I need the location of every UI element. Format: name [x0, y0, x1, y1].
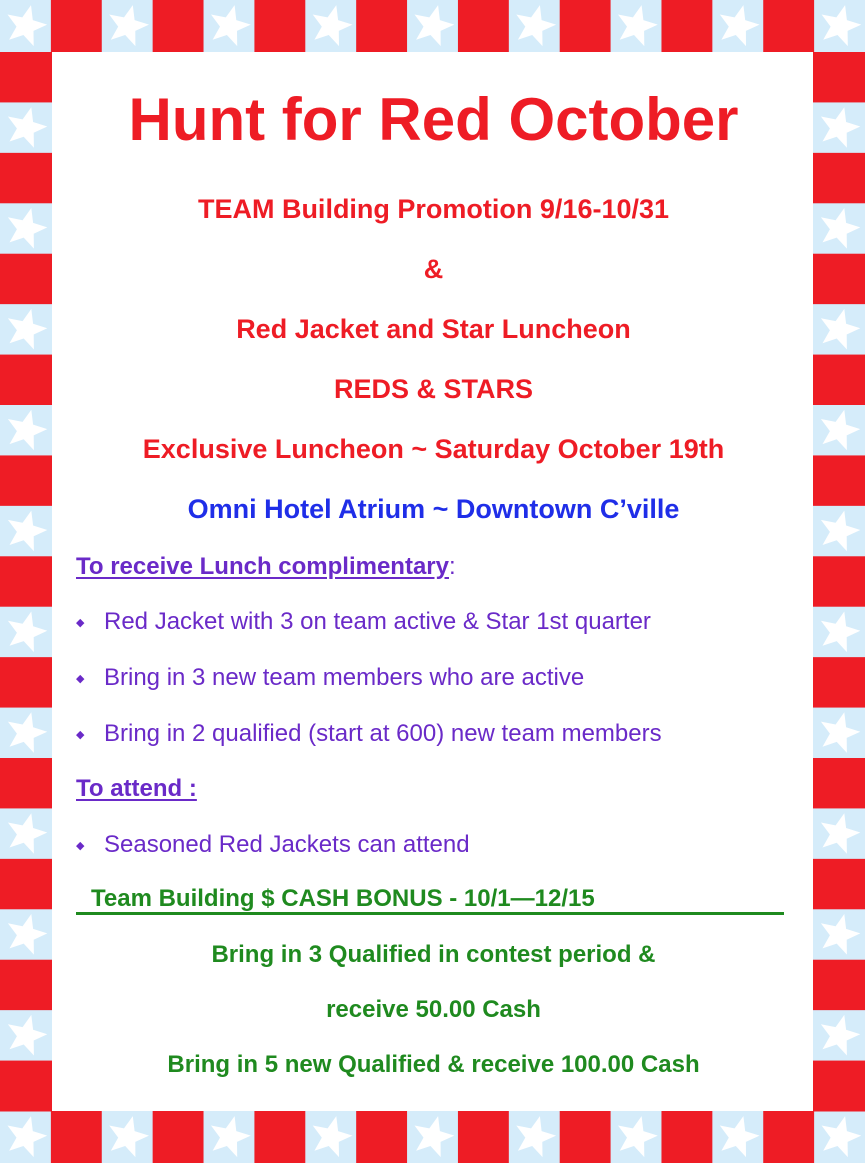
border-red-tile — [254, 1111, 305, 1163]
venue-line: Omni Hotel Atrium ~ Downtown C’ville — [187, 494, 680, 524]
border-red-tile — [813, 254, 865, 305]
border-red-tile — [0, 1061, 52, 1112]
bullet-diamond-icon: ◆ — [76, 673, 85, 686]
attend-heading — [76, 775, 197, 803]
border-red-tile — [458, 1111, 509, 1163]
ampersand-line: & — [423, 254, 444, 284]
border-red-tile — [0, 758, 52, 809]
bonus-line: Bring in 3 Qualified in contest period & — [211, 941, 656, 968]
receive-heading-text: To receive Lunch complimentary — [76, 553, 449, 580]
border-red-tile — [813, 758, 865, 809]
border-red-tile — [458, 0, 509, 52]
border-red-tile — [813, 52, 865, 103]
border-red-tile — [661, 0, 712, 52]
list-item — [76, 608, 651, 636]
flyer-title: Hunt for Red October — [128, 86, 739, 153]
border-red-tile — [0, 556, 52, 607]
bullet-diamond-icon: ◆ — [76, 840, 85, 853]
border-red-tile — [153, 0, 204, 52]
border-red-tile — [661, 1111, 712, 1163]
luncheon-line: Red Jacket and Star Luncheon — [236, 314, 631, 344]
receive-lunch-heading — [76, 553, 456, 581]
border-red-tile — [560, 0, 611, 52]
border-red-tile — [560, 1111, 611, 1163]
border-red-tile — [254, 0, 305, 52]
border-red-tile — [0, 254, 52, 305]
cash-bonus-heading: Team Building $ CASH BONUS - 10/1—12/15 — [76, 885, 784, 915]
border-red-tile — [813, 657, 865, 708]
border-red-tile — [763, 1111, 814, 1163]
reds-stars-line: REDS & STARS — [333, 374, 534, 404]
promotion-line: TEAM Building Promotion 9/16-10/31 — [197, 194, 670, 224]
border-red-tile — [813, 455, 865, 506]
list-item — [76, 664, 584, 692]
border-red-tile — [356, 0, 407, 52]
list-item-text: Seasoned Red Jackets can attend — [104, 831, 470, 858]
border-red-tile — [813, 355, 865, 406]
attend-heading-text: To attend : — [76, 775, 197, 802]
border-red-tile — [51, 0, 102, 52]
exclusive-luncheon-date: Exclusive Luncheon ~ Saturday October 19th — [142, 434, 725, 464]
border-red-tile — [51, 1111, 102, 1163]
list-item — [76, 831, 470, 859]
list-item — [76, 720, 662, 748]
border-red-tile — [0, 960, 52, 1011]
list-item-text: Red Jacket with 3 on team active & Star 1st quarter — [104, 608, 651, 635]
border-red-tile — [813, 960, 865, 1011]
border-red-tile — [0, 52, 52, 103]
bonus-line: Bring in 5 new Qualified & receive 100.00 Cash — [167, 1051, 700, 1078]
border-red-tile — [813, 1061, 865, 1112]
list-item-text: Bring in 2 qualified (start at 600) new team members — [104, 720, 662, 747]
border-red-tile — [813, 556, 865, 607]
border-red-tile — [356, 1111, 407, 1163]
border-red-tile — [0, 455, 52, 506]
border-red-tile — [813, 153, 865, 204]
border-red-tile — [0, 657, 52, 708]
border-red-tile — [0, 859, 52, 910]
flyer-content — [61, 61, 806, 1101]
bonus-line: receive 50.00 Cash — [326, 996, 541, 1023]
border-red-tile — [763, 0, 814, 52]
receive-heading-colon: : — [449, 553, 456, 580]
border-red-tile — [0, 355, 52, 406]
border-red-tile — [0, 153, 52, 204]
bullet-diamond-icon: ◆ — [76, 617, 85, 630]
bullet-diamond-icon: ◆ — [76, 729, 85, 742]
border-red-tile — [153, 1111, 204, 1163]
border-red-tile — [813, 859, 865, 910]
list-item-text: Bring in 3 new team members who are active — [104, 664, 585, 691]
